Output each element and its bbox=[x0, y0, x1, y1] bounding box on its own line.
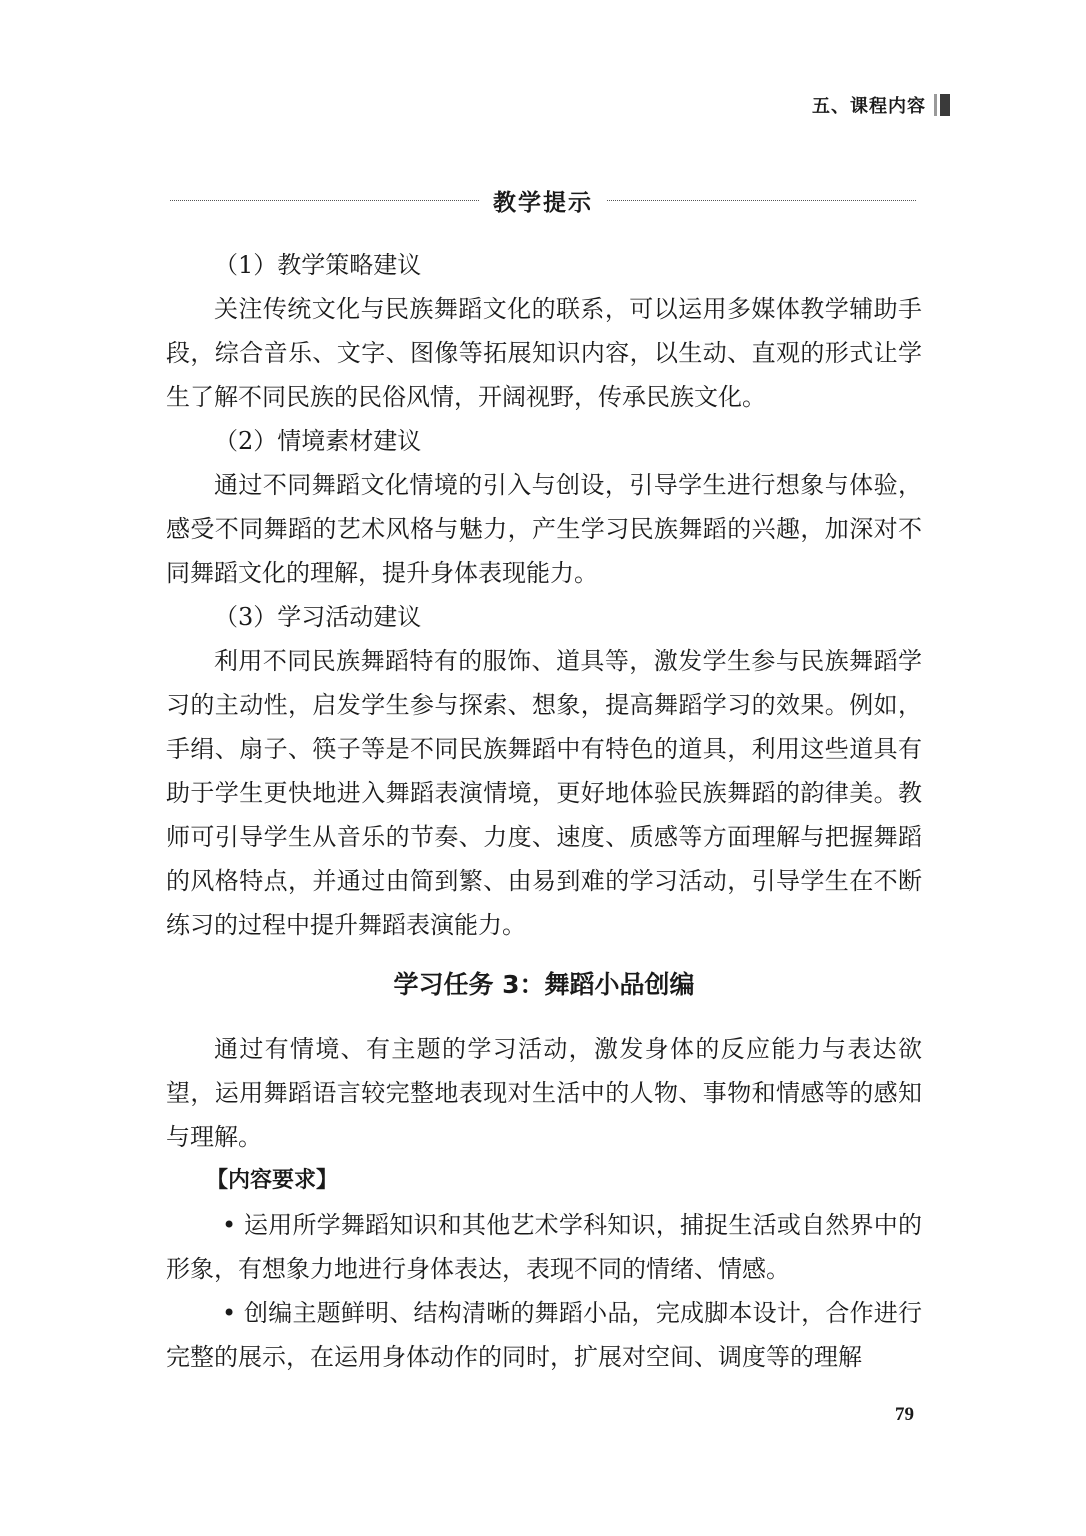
teaching-tips-divider bbox=[170, 185, 916, 215]
header-bar-ornament bbox=[934, 94, 950, 116]
section-heading-activities: （3）学习活动建议 bbox=[214, 603, 422, 631]
section-body-strategy: 关注传统文化与民族舞蹈文化的联系，可以运用多媒体教学辅助手段，综合音乐、文字、图像等拓展知识内容，以生动、直观的形式让学生了解不同民族的民俗风情，开阔视野，传承民族文化。 bbox=[166, 295, 922, 411]
requirements-label: 【内容要求】 bbox=[206, 1168, 339, 1193]
divider-dots-right bbox=[607, 200, 916, 201]
running-header bbox=[812, 92, 950, 118]
section-heading-strategy: （1）教学策略建议 bbox=[214, 251, 422, 279]
section-body-activities: 利用不同民族舞蹈特有的服饰、道具等，激发学生参与民族舞蹈学习的主动性，启发学生参与探索、想象，提高舞蹈学习的效果。例如，手绢、扇子、筷子等是不同民族舞蹈中有特色的道具，利用这些道具有助于学生更快地进入舞蹈表演情境，更好地体验民族舞蹈的韵律美。教师可引导学生从音乐的节奏、力度、速度、质感等方面理解与把握舞蹈的风格特点，并通过由简到繁、由易到难的学习活动，引导学生在不断练习的过程中提升舞蹈表演能力。 bbox=[166, 647, 922, 939]
running-header-title: 五、课程内容 bbox=[812, 96, 926, 117]
task3-title: 学习任务 3：舞蹈小品创编 bbox=[393, 970, 695, 999]
requirement-item: • 创编主题鲜明、结构清晰的舞蹈小品，完成脚本设计，合作进行完整的展示，在运用身体动作的同时，扩展对空间、调度等的理解 bbox=[166, 1299, 922, 1371]
teaching-tips-title: 教学提示 bbox=[493, 189, 593, 216]
section-body-materials: 通过不同舞蹈文化情境的引入与创设，引导学生进行想象与体验，感受不同舞蹈的艺术风格与魅力，产生学习民族舞蹈的兴趣，加深对不同舞蹈文化的理解，提升身体表现能力。 bbox=[166, 471, 922, 587]
task3-intro: 通过有情境、有主题的学习活动，激发身体的反应能力与表达欲望，运用舞蹈语言较完整地表现对生活中的人物、事物和情感等的感知与理解。 bbox=[166, 1035, 922, 1151]
page-number: 79 bbox=[895, 1404, 914, 1425]
page-body bbox=[166, 243, 922, 1379]
requirement-item: • 运用所学舞蹈知识和其他艺术学科知识，捕捉生活或自然界中的形象，有想象力地进行身体表达，表现不同的情绪、情感。 bbox=[166, 1211, 922, 1283]
divider-dots-left bbox=[170, 200, 479, 201]
section-heading-materials: （2）情境素材建议 bbox=[214, 427, 422, 455]
